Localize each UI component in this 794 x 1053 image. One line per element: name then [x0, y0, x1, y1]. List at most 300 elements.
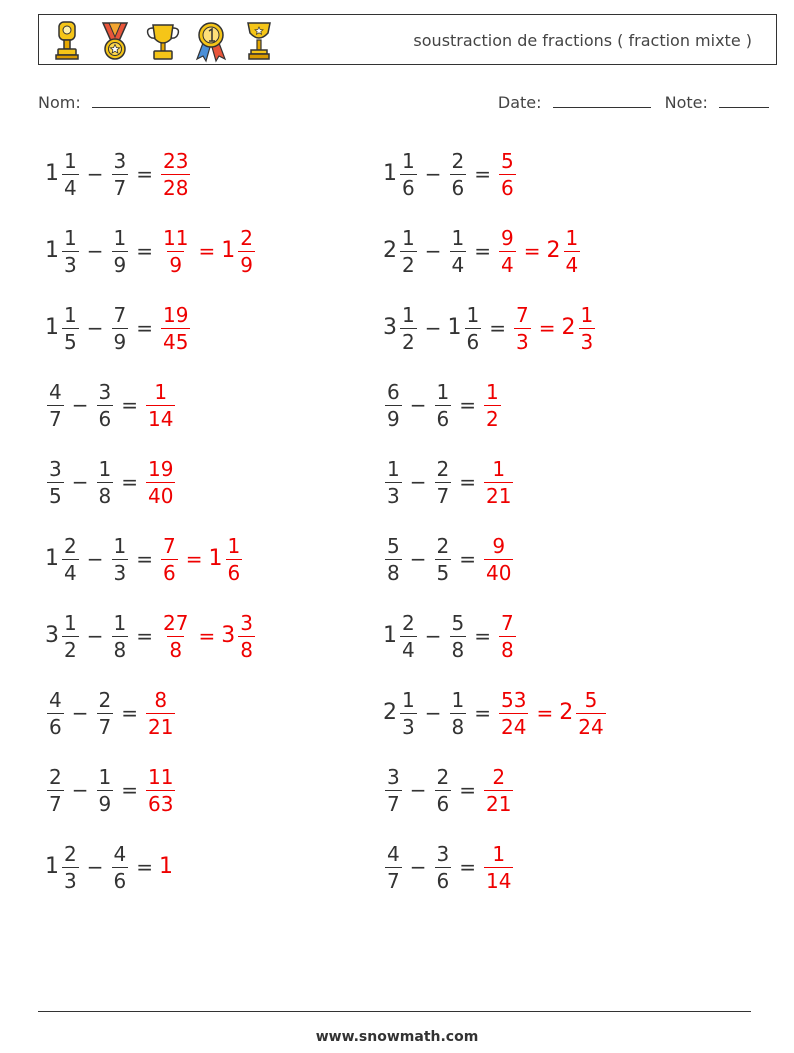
problem-item — [45, 760, 177, 820]
fraction — [400, 302, 417, 354]
answer — [497, 148, 518, 200]
numerator: 2 — [436, 533, 450, 558]
equals-sign: = — [474, 162, 491, 186]
mixed-number — [433, 764, 454, 816]
numerator: 1 — [451, 225, 465, 250]
minus-sign: − — [409, 470, 427, 494]
fraction — [435, 456, 452, 508]
equals-sign: = — [136, 239, 153, 263]
numerator: 3 — [436, 841, 450, 866]
denominator: 6 — [436, 406, 450, 431]
fraction — [400, 610, 417, 662]
denominator: 9 — [240, 252, 253, 277]
mixed-number — [159, 533, 180, 585]
numerator: 1 — [402, 225, 415, 250]
mixed-number — [95, 379, 116, 431]
denominator: 7 — [49, 406, 62, 431]
problem-item — [45, 606, 257, 666]
worksheet-title: soustraction de fractions ( fraction mixte ) — [413, 31, 752, 50]
denominator: 7 — [49, 791, 62, 816]
mixed-number — [482, 764, 515, 816]
mixed-number — [383, 610, 419, 662]
denominator: 3 — [580, 329, 594, 354]
mixed-number — [383, 302, 419, 354]
numerator: 3 — [240, 610, 253, 635]
minus-sign: − — [86, 547, 104, 571]
answer — [497, 687, 608, 739]
minus-sign: − — [71, 470, 89, 494]
whole-part: 1 — [45, 546, 59, 571]
fraction — [97, 379, 114, 431]
numerator: 2 — [451, 148, 465, 173]
equals-sign: = — [536, 701, 554, 725]
denominator: 3 — [64, 252, 77, 277]
denominator: 8 — [501, 637, 514, 662]
denominator: 6 — [402, 175, 415, 200]
mixed-number — [221, 610, 257, 662]
whole-part: 3 — [221, 623, 236, 648]
numerator: 1 — [64, 148, 77, 173]
mixed-number — [45, 610, 81, 662]
denominator: 63 — [148, 791, 174, 816]
numerator: 7 — [501, 610, 514, 635]
fraction — [62, 225, 79, 277]
mixed-number — [45, 841, 81, 893]
denominator: 9 — [113, 329, 127, 354]
equals-sign: = — [538, 316, 556, 340]
fraction — [146, 764, 175, 816]
mixed-number — [95, 764, 116, 816]
numerator: 1 — [113, 225, 127, 250]
numerator: 3 — [387, 764, 400, 789]
whole-part: 1 — [45, 315, 59, 340]
denominator: 8 — [387, 560, 400, 585]
denominator: 6 — [163, 560, 176, 585]
numerator: 1 — [113, 610, 127, 635]
denominator: 3 — [402, 714, 415, 739]
equals-sign: = — [136, 547, 153, 571]
numerator: 3 — [49, 456, 62, 481]
fraction — [47, 764, 64, 816]
fraction — [514, 302, 531, 354]
mixed-number — [497, 148, 518, 200]
fraction — [161, 533, 178, 585]
minus-sign: − — [86, 316, 104, 340]
whole-part: 2 — [561, 315, 576, 340]
cup-icon — [145, 19, 181, 63]
trophy-icon — [49, 19, 85, 63]
numerator: 1 — [466, 302, 480, 327]
problem-item — [383, 221, 582, 281]
problem-item — [45, 529, 244, 589]
numerator: 1 — [580, 302, 594, 327]
denominator: 6 — [451, 175, 465, 200]
minus-sign: − — [86, 855, 104, 879]
mixed-number — [110, 225, 131, 277]
minus-sign: − — [86, 624, 104, 648]
date-note-fields — [498, 93, 769, 112]
mixed-number — [144, 456, 177, 508]
mixed-number — [383, 687, 419, 739]
minus-sign: − — [409, 393, 427, 417]
numerator: 1 — [492, 456, 506, 481]
denominator: 2 — [64, 637, 77, 662]
denominator: 8 — [451, 714, 465, 739]
minus-sign: − — [86, 162, 104, 186]
answer — [144, 764, 177, 816]
minus-sign: − — [424, 239, 442, 263]
denominator: 5 — [64, 329, 77, 354]
mixed-number — [383, 533, 404, 585]
denominator: 6 — [436, 791, 450, 816]
problem-item — [383, 144, 518, 204]
mixed-number — [482, 841, 515, 893]
numerator: 1 — [64, 610, 77, 635]
answer — [144, 687, 177, 739]
answer — [159, 302, 192, 354]
equals-sign: = — [136, 316, 153, 340]
numerator: 1 — [565, 225, 579, 250]
numerator: 2 — [49, 764, 62, 789]
name-blank[interactable] — [92, 93, 210, 108]
denominator: 7 — [387, 791, 400, 816]
mixed-number — [383, 841, 404, 893]
numerator: 1 — [113, 533, 127, 558]
denominator: 7 — [113, 175, 127, 200]
fraction — [499, 225, 516, 277]
goblet-icon — [241, 19, 277, 63]
numerator: 3 — [113, 148, 127, 173]
mixed-number — [433, 841, 454, 893]
denominator: 6 — [49, 714, 62, 739]
mixed-number — [208, 533, 245, 585]
mixed-number — [433, 456, 454, 508]
footer-divider — [38, 1011, 751, 1012]
numerator: 3 — [98, 379, 112, 404]
mixed-number — [433, 533, 454, 585]
mixed-number — [159, 302, 192, 354]
denominator: 2 — [402, 252, 415, 277]
numerator: 9 — [501, 225, 514, 250]
numerator: 2 — [240, 225, 253, 250]
fraction — [238, 610, 255, 662]
fraction — [161, 225, 190, 277]
denominator: 24 — [501, 714, 527, 739]
equals-sign: = — [185, 547, 203, 571]
header-box — [38, 14, 777, 65]
minus-sign: − — [71, 778, 89, 802]
equals-sign: = — [459, 547, 476, 571]
denominator: 2 — [402, 329, 415, 354]
minus-sign: − — [71, 701, 89, 725]
mixed-number — [45, 533, 81, 585]
numerator: 19 — [163, 302, 189, 327]
denominator: 5 — [436, 560, 450, 585]
denominator: 7 — [387, 868, 400, 893]
fraction — [385, 841, 402, 893]
numerator: 1 — [451, 687, 465, 712]
minus-sign: − — [86, 239, 104, 263]
minus-sign: − — [424, 701, 442, 725]
equals-sign: = — [474, 239, 491, 263]
mixed-number — [95, 687, 116, 739]
fraction — [47, 379, 64, 431]
denominator: 6 — [466, 329, 480, 354]
numerator: 2 — [402, 610, 415, 635]
equals-sign: = — [136, 855, 153, 879]
numerator: 4 — [387, 841, 400, 866]
whole-part: 3 — [383, 315, 397, 340]
equals-sign: = — [121, 778, 138, 802]
mixed-number — [482, 456, 515, 508]
denominator: 8 — [113, 637, 127, 662]
numerator: 2 — [436, 764, 450, 789]
mixed-number — [497, 610, 518, 662]
whole-part: 2 — [546, 238, 561, 263]
denominator: 6 — [227, 560, 241, 585]
mixed-number — [383, 225, 419, 277]
denominator: 9 — [387, 406, 400, 431]
denominator: 3 — [387, 483, 400, 508]
numerator: 11 — [148, 764, 174, 789]
numerator: 5 — [584, 687, 598, 712]
minus-sign: − — [409, 855, 427, 879]
problem-item — [383, 606, 518, 666]
equals-sign: = — [474, 624, 491, 648]
answer — [497, 225, 582, 277]
mixed-number — [546, 225, 583, 277]
numerator: 5 — [451, 610, 465, 635]
fraction — [484, 764, 513, 816]
numerator: 2 — [64, 533, 77, 558]
numerator: 6 — [387, 379, 400, 404]
mixed-number — [383, 148, 419, 200]
fraction — [450, 148, 467, 200]
answer — [482, 533, 515, 585]
denominator: 40 — [148, 483, 174, 508]
denominator: 6 — [501, 175, 514, 200]
denominator: 6 — [98, 406, 112, 431]
minus-sign: − — [424, 624, 442, 648]
minus-sign: − — [424, 316, 442, 340]
mixed-number — [110, 841, 131, 893]
problem-item — [383, 683, 608, 743]
equals-sign: = — [523, 239, 541, 263]
mixed-number — [144, 687, 177, 739]
denominator: 4 — [451, 252, 465, 277]
denominator: 4 — [64, 175, 77, 200]
fraction — [564, 225, 581, 277]
denominator: 24 — [578, 714, 604, 739]
mixed-number — [447, 302, 484, 354]
numerator: 5 — [501, 148, 514, 173]
denominator: 4 — [64, 560, 77, 585]
mixed-number — [383, 456, 404, 508]
fraction — [435, 764, 452, 816]
fraction — [62, 302, 79, 354]
problem-item — [45, 837, 173, 897]
fraction — [62, 841, 79, 893]
denominator: 6 — [436, 868, 450, 893]
denominator: 8 — [169, 637, 183, 662]
fraction — [576, 687, 605, 739]
numerator: 1 — [227, 533, 241, 558]
fraction — [400, 687, 417, 739]
numerator: 4 — [113, 841, 127, 866]
minus-sign: − — [409, 547, 427, 571]
mixed-number — [45, 225, 81, 277]
equals-sign: = — [121, 470, 138, 494]
mixed-number — [110, 610, 131, 662]
whole-part: 2 — [383, 238, 397, 263]
denominator: 21 — [148, 714, 174, 739]
denominator: 6 — [113, 868, 127, 893]
numerator: 23 — [163, 148, 189, 173]
answer — [512, 302, 597, 354]
problem-item — [383, 837, 515, 897]
fraction — [400, 225, 417, 277]
fraction — [112, 610, 129, 662]
equals-sign: = — [459, 470, 476, 494]
problem-item — [45, 452, 177, 512]
numerator: 2 — [436, 456, 450, 481]
numerator: 1 — [387, 456, 400, 481]
mixed-number — [448, 610, 469, 662]
mixed-number — [448, 687, 469, 739]
equals-sign: = — [198, 239, 216, 263]
name-field — [38, 93, 210, 112]
numerator: 7 — [516, 302, 529, 327]
problem-item — [383, 375, 503, 435]
date-blank[interactable] — [553, 93, 651, 108]
denominator: 28 — [163, 175, 189, 200]
mixed-number — [497, 225, 518, 277]
denominator: 8 — [98, 483, 112, 508]
denominator: 9 — [98, 791, 112, 816]
mixed-number — [45, 764, 66, 816]
minus-sign: − — [409, 778, 427, 802]
numerator: 8 — [154, 687, 168, 712]
answer — [159, 610, 257, 662]
fraction — [484, 456, 513, 508]
fraction — [97, 764, 114, 816]
note-label: Note: — [664, 93, 708, 112]
whole-part: 1 — [45, 238, 59, 263]
mixed-number — [45, 302, 81, 354]
numerator: 53 — [501, 687, 527, 712]
mixed-number — [383, 764, 404, 816]
fraction — [112, 302, 129, 354]
whole-part: 2 — [559, 700, 574, 725]
fraction — [161, 302, 190, 354]
denominator: 8 — [451, 637, 465, 662]
answer — [159, 225, 257, 277]
equals-sign: = — [459, 855, 476, 879]
denominator: 4 — [402, 637, 415, 662]
equals-sign: = — [136, 624, 153, 648]
denominator: 14 — [148, 406, 174, 431]
fraction — [161, 148, 190, 200]
fraction — [499, 687, 528, 739]
denominator: 4 — [565, 252, 579, 277]
fraction — [112, 841, 129, 893]
equals-sign: = — [459, 778, 476, 802]
problem-item — [45, 144, 192, 204]
numerator: 2 — [64, 841, 77, 866]
denominator: 9 — [113, 252, 127, 277]
answer — [144, 456, 177, 508]
fraction — [499, 148, 516, 200]
fraction — [499, 610, 516, 662]
mixed-number — [482, 533, 515, 585]
award-icons — [49, 19, 277, 63]
minus-sign: − — [424, 162, 442, 186]
fraction — [238, 225, 255, 277]
denominator: 4 — [501, 252, 514, 277]
denominator: 21 — [486, 791, 512, 816]
note-blank[interactable] — [719, 93, 769, 108]
equals-sign: = — [136, 162, 153, 186]
whole-part: 1 — [45, 161, 59, 186]
denominator: 7 — [98, 714, 112, 739]
mixed-number — [110, 148, 131, 200]
equals-sign: = — [459, 393, 476, 417]
fraction — [435, 841, 452, 893]
denominator: 3 — [516, 329, 529, 354]
mixed-number — [45, 379, 66, 431]
name-label: Nom: — [38, 93, 81, 112]
denominator: 8 — [240, 637, 253, 662]
numerator: 27 — [163, 610, 189, 635]
problem-item — [383, 529, 515, 589]
mixed-number — [448, 148, 469, 200]
numerator: 1 — [402, 148, 415, 173]
numerator: 2 — [492, 764, 506, 789]
numerator: 1 — [436, 379, 450, 404]
fraction — [435, 533, 452, 585]
mixed-number — [159, 225, 192, 277]
minus-sign: − — [71, 393, 89, 417]
answer — [159, 148, 192, 200]
fraction — [47, 456, 64, 508]
fraction — [385, 456, 402, 508]
fraction — [112, 533, 129, 585]
mixed-number — [482, 379, 503, 431]
answer — [159, 533, 244, 585]
fraction — [146, 379, 175, 431]
denominator: 14 — [486, 868, 512, 893]
problem-item — [45, 298, 192, 358]
answer — [144, 379, 177, 431]
numerator: 1 — [98, 764, 112, 789]
fraction — [484, 533, 513, 585]
mixed-number — [45, 687, 66, 739]
fraction — [450, 610, 467, 662]
fraction — [62, 610, 79, 662]
fraction — [62, 148, 79, 200]
fraction — [484, 841, 513, 893]
whole-part: 2 — [383, 700, 397, 725]
denominator: 40 — [486, 560, 512, 585]
mixed-number — [144, 764, 177, 816]
mixed-number — [512, 302, 533, 354]
numerator: 9 — [492, 533, 506, 558]
fraction — [450, 687, 467, 739]
numerator: 1 — [492, 841, 506, 866]
whole-part: 1 — [221, 238, 236, 263]
mixed-number — [497, 687, 530, 739]
denominator: 45 — [163, 329, 189, 354]
